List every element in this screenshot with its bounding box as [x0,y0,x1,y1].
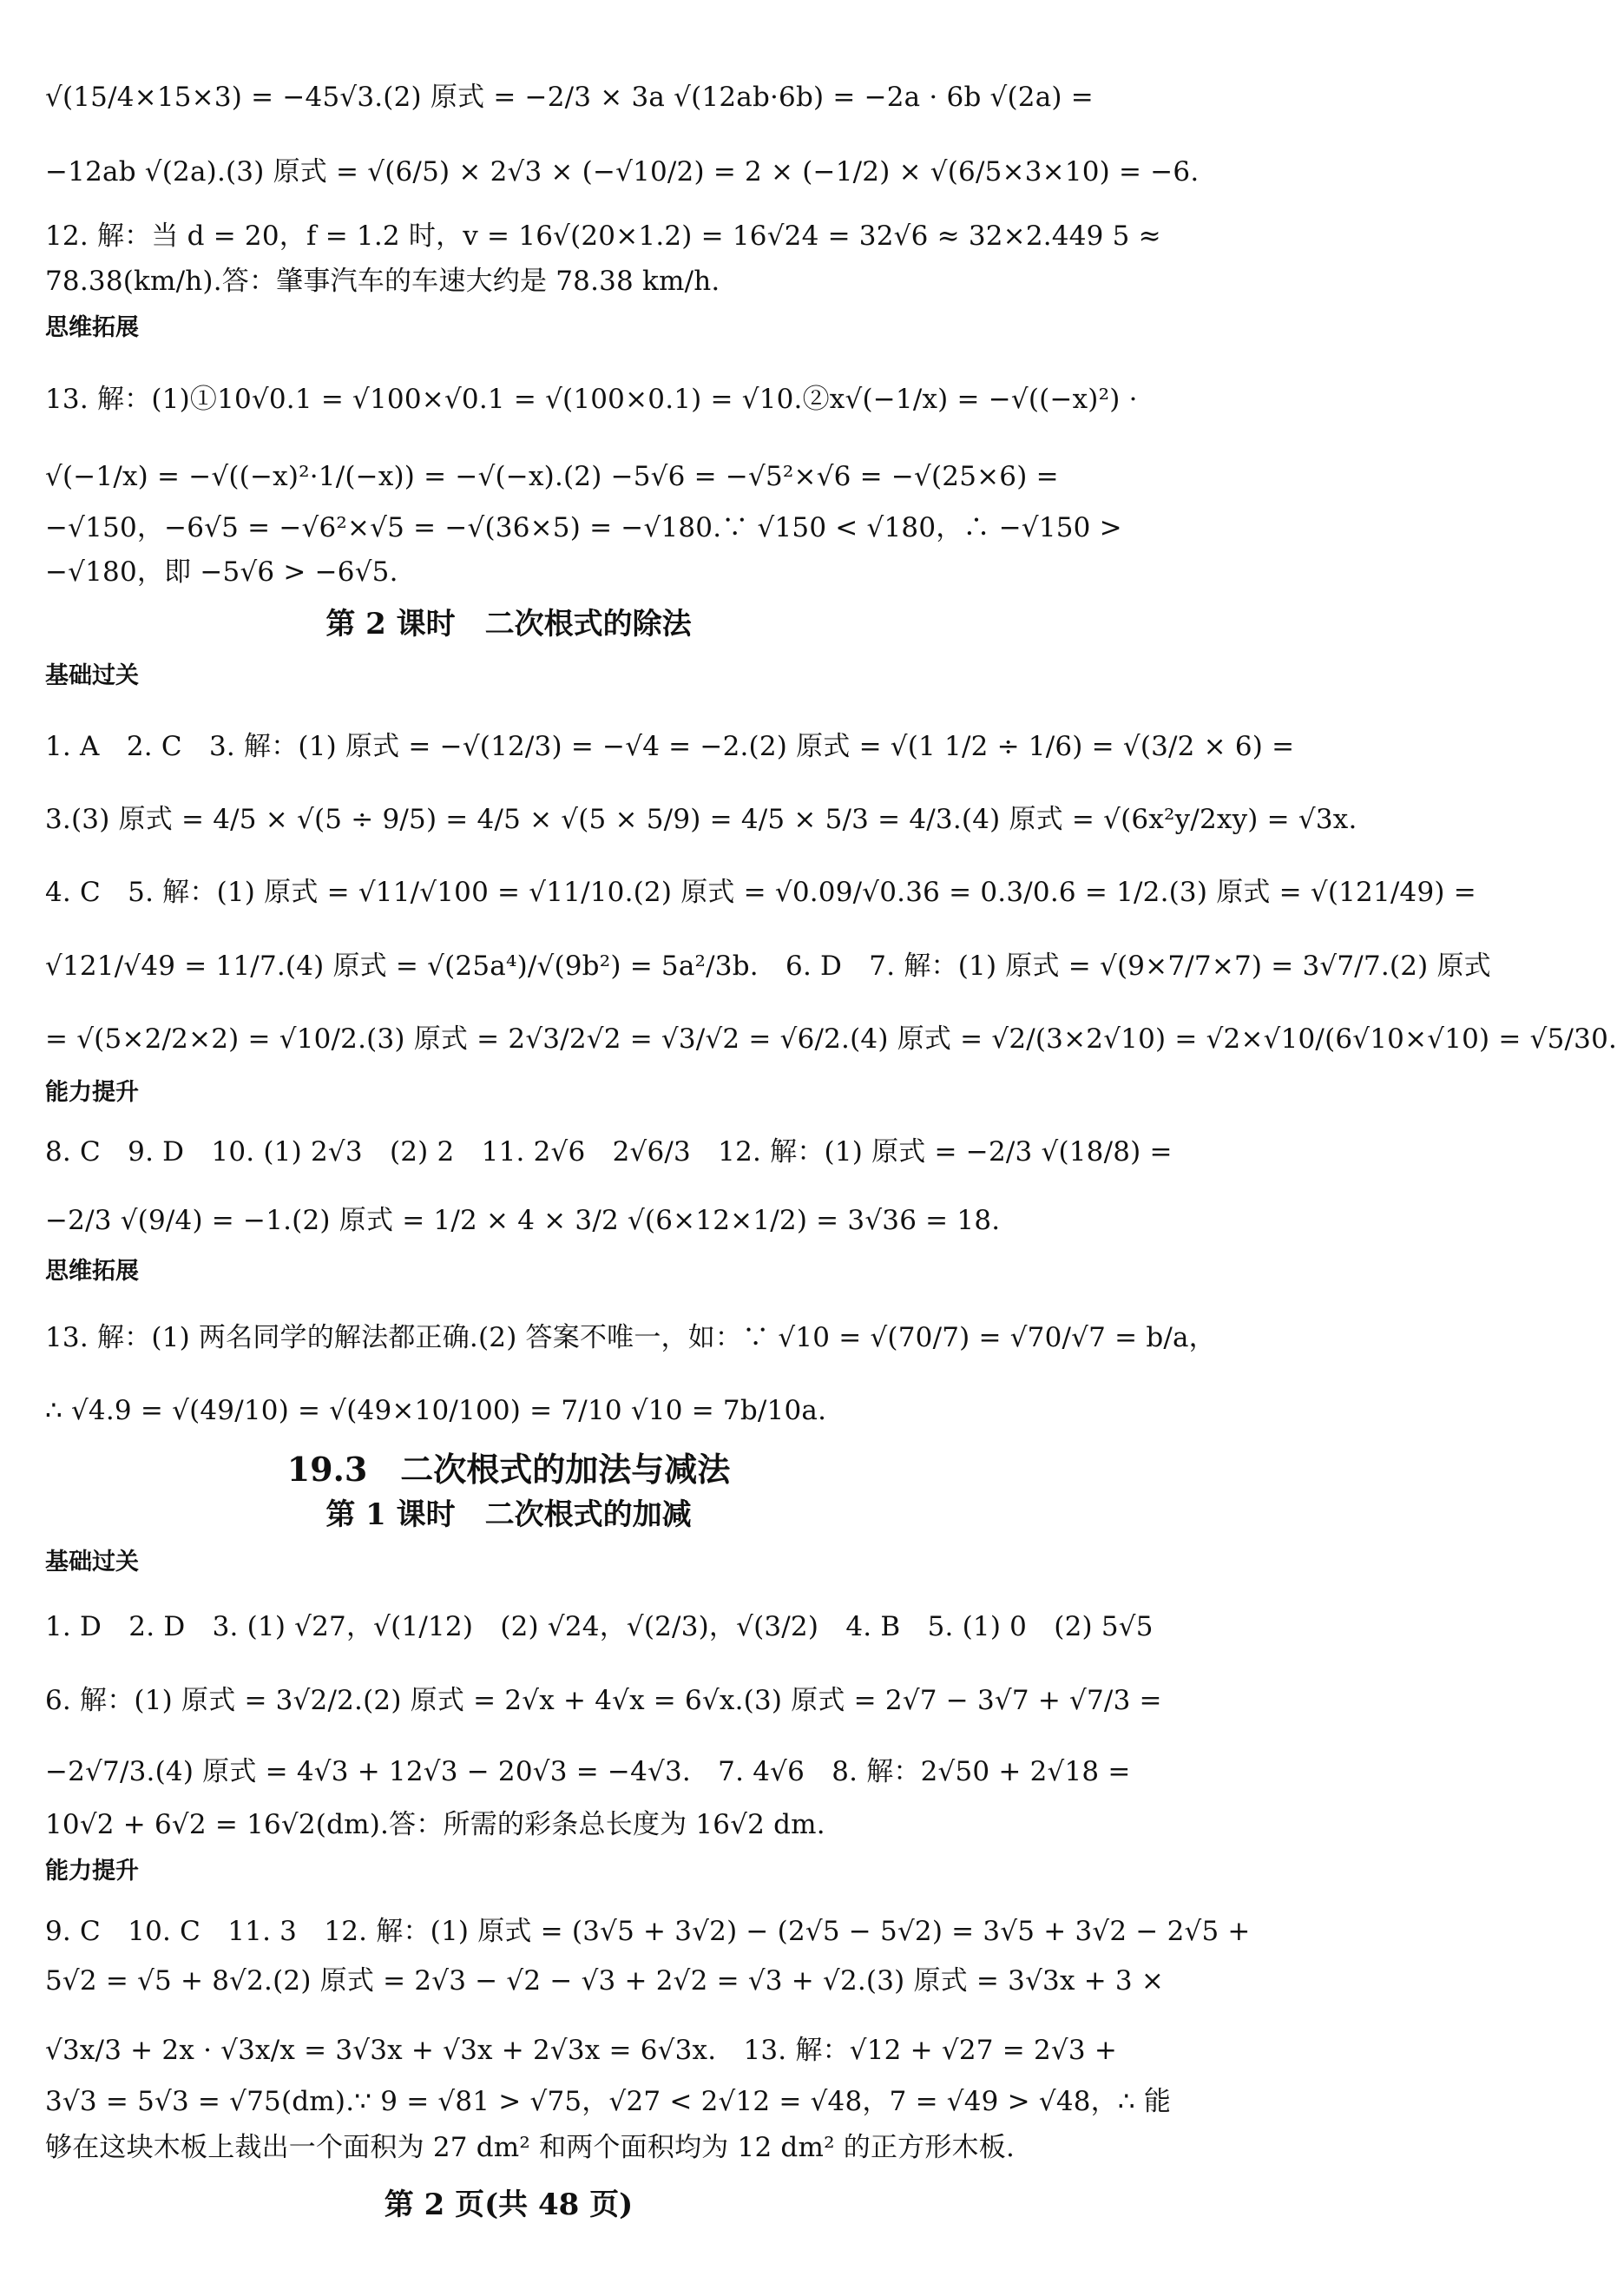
text-line: 13. 解：(1) 两名同学的解法都正确.(2) 答案不唯一，如：∵ √10 = √(70/7) = √70/√7 = b/a， [45,1322,1216,1354]
text-line: 78.38(km/h).答：肇事汽车的车速大约是 78.38 km/h. [45,266,720,298]
text-line: 5√2 = √5 + 8√2.(2) 原式 = 2√3 − √2 − √3 + 2√2 = √3 + √2.(3) 原式 = 3√3x + 3 × [45,1965,1165,1997]
text-line: 1. D 2. D 3. (1) √27，√(1/12) (2) √24，√(2/3)，√(3/2) 4. B 5. (1) 0 (2) 5√5 [45,1611,1154,1643]
text-line: 8. C 9. D 10. (1) 2√3 (2) 2 11. 2√6 2√6/3 12. 解：(1) 原式 = −2/3 √(18/8) = [45,1135,1173,1168]
section-heading: 基础过关 [45,662,139,690]
text-line: 12. 解：当 d = 20，f = 1.2 时，v = 16√(20×1.2) = 16√24 = 32√6 ≈ 32×2.449 5 ≈ [45,220,1161,252]
section-heading: 能力提升 [45,1858,139,1885]
text-line: −12ab √(2a).(3) 原式 = √(6/5) × 2√3 × (−√10/2) = 2 × (−1/2) × √(6/5×3×10) = −6. [45,156,1200,188]
section-heading: 能力提升 [45,1079,139,1107]
text-line: √121/√49 = 11/7.(4) 原式 = √(25a⁴)/√(9b²) = 5a²/3b. 6. D 7. 解：(1) 原式 = √(9×7/7×7) = 3√7/7.(2) 原式 [45,950,1491,982]
page-footer: 第 2 页(共 48 页) [384,2187,634,2222]
document-page [0,80,1617,2296]
section-heading: 思维拓展 [45,314,139,342]
lesson-title: 第 1 课时 二次根式的加减 [325,1497,692,1533]
text-line: −√180，即 −5√6 > −6√5. [45,556,398,588]
chapter-title: 19.3 二次根式的加法与减法 [286,1449,731,1489]
text-line: √3x/3 + 2x · √3x/x = 3√3x + √3x + 2√3x = 6√3x. 13. 解：√12 + √27 = 2√3 + [45,2034,1118,2066]
text-line: −√150，−6√5 = −√6²×√5 = −√(36×5) = −√180.∵ √150 < √180，∴ −√150 > [45,512,1122,544]
text-line: 6. 解：(1) 原式 = 3√2/2.(2) 原式 = 2√x + 4√x = 6√x.(3) 原式 = 2√7 − 3√7 + √7/3 = [45,1684,1162,1716]
text-line: 1. A 2. C 3. 解：(1) 原式 = −√(12/3) = −√4 = −2.(2) 原式 = √(1 1/2 ÷ 1/6) = √(3/2 × 6) = [45,730,1295,762]
text-line: ∴ √4.9 = √(49/10) = √(49×10/100) = 7/10 √10 = 7b/10a. [45,1395,827,1427]
text-line: −2/3 √(9/4) = −1.(2) 原式 = 1/2 × 4 × 3/2 √(6×12×1/2) = 3√36 = 18. [45,1205,1001,1237]
text-line: 3√3 = 5√3 = √75(dm).∵ 9 = √81 > √75，√27 < 2√12 = √48，7 = √49 > √48，∴ 能 [45,2086,1172,2118]
text-line: √(15/4×15×3) = −45√3.(2) 原式 = −2/3 × 3a √(12ab·6b) = −2a · 6b √(2a) = [45,82,1094,113]
text-line: 够在这块木板上裁出一个面积为 27 dm² 和两个面积均为 12 dm² 的正方形木板. [45,2132,1016,2164]
text-line: 9. C 10. C 11. 3 12. 解：(1) 原式 = (3√5 + 3√2) − (2√5 − 5√2) = 3√5 + 3√2 − 2√5 + [45,1916,1251,1948]
section-heading: 基础过关 [45,1549,139,1576]
section-heading: 思维拓展 [45,1257,139,1285]
text-line: −2√7/3.(4) 原式 = 4√3 + 12√3 − 20√3 = −4√3. 7. 4√6 8. 解：2√50 + 2√18 = [45,1756,1131,1788]
text-line: 10√2 + 6√2 = 16√2(dm).答：所需的彩条总长度为 16√2 dm. [45,1809,825,1841]
text-line: √(−1/x) = −√((−x)²·1/(−x)) = −√(−x).(2) −5√6 = −√5²×√6 = −√(25×6) = [45,460,1059,492]
lesson-title: 第 2 课时 二次根式的除法 [325,606,692,641]
text-line: 3.(3) 原式 = 4/5 × √(5 ÷ 9/5) = 4/5 × √(5 × 5/9) = 4/5 × 5/3 = 4/3.(4) 原式 = √(6x²y/2xy) = √3x. [45,804,1357,836]
text-line: 4. C 5. 解：(1) 原式 = √11/√100 = √11/10.(2) 原式 = √0.09/√0.36 = 0.3/0.6 = 1/2.(3) 原式 = √(121/49) = [45,877,1476,909]
text-line: 13. 解：(1)①10√0.1 = √100×√0.1 = √(100×0.1) = √10.②x√(−1/x) = −√((−x)²) · [45,384,1138,416]
text-line: = √(5×2/2×2) = √10/2.(3) 原式 = 2√3/2√2 = √3/√2 = √6/2.(4) 原式 = √2/(3×2√10) = √2×√10/(6√10×√10) = √5/30. [45,1023,1617,1055]
